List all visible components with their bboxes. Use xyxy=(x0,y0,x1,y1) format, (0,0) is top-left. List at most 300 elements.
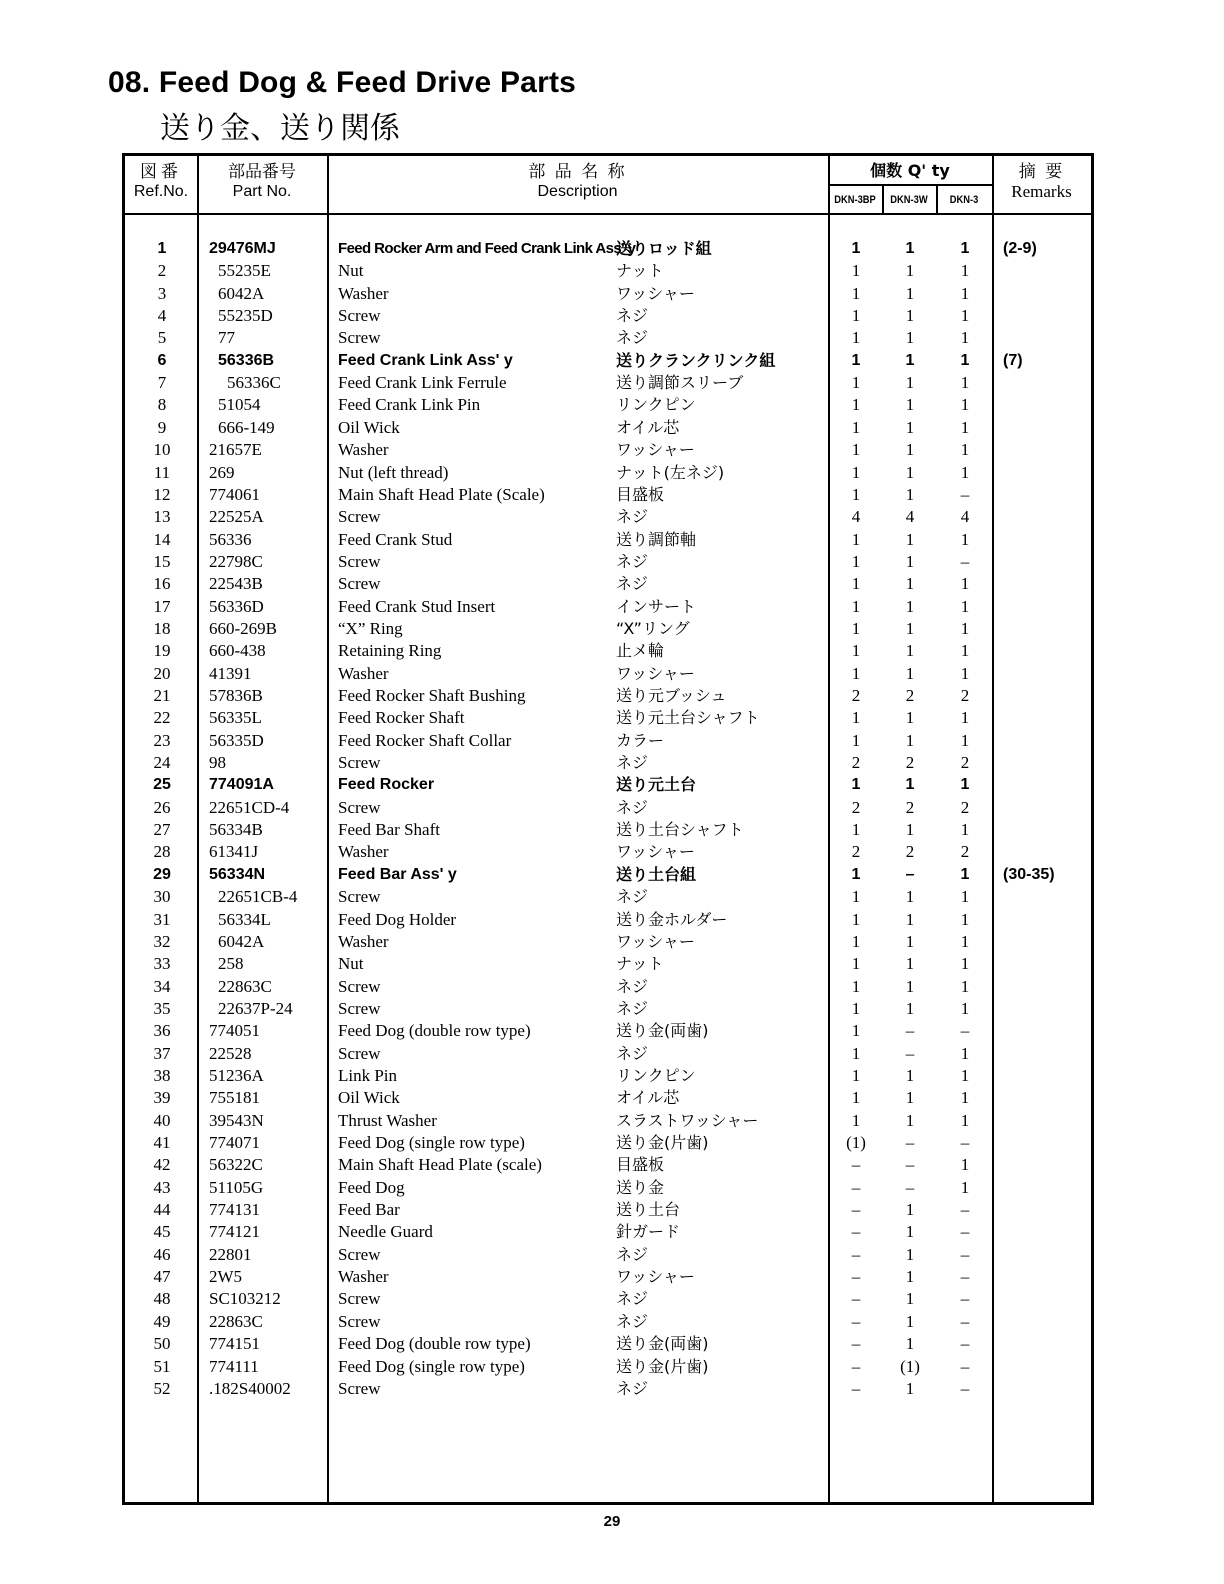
qty-dkn-3: – xyxy=(960,1244,970,1264)
ref-no: 7 xyxy=(157,373,167,393)
qty-dkn-3w: 1 xyxy=(905,529,915,549)
description-jp: 送り土台 xyxy=(616,1200,681,1220)
qty-dkn-3w: 1 xyxy=(905,395,915,415)
part-no: 774121 xyxy=(209,1222,260,1242)
qty-dkn-3w: – xyxy=(905,865,915,883)
description-jp: オイル芯 xyxy=(616,1088,680,1108)
qty-dkn-3: – xyxy=(960,1021,970,1041)
description-jp: ネジ xyxy=(616,887,649,907)
part-no: 666-149 xyxy=(218,417,275,437)
qty-dkn-3w: 1 xyxy=(905,618,915,638)
ref-no: 43 xyxy=(153,1177,171,1197)
table-row xyxy=(125,774,1091,796)
part-no: 2W5 xyxy=(209,1267,243,1287)
qty-dkn-3w: 1 xyxy=(905,641,915,661)
qty-dkn-3bp: 1 xyxy=(851,462,861,482)
description-jp: ネジ xyxy=(616,753,649,773)
table-row xyxy=(125,439,1091,461)
qty-dkn-3w: 2 xyxy=(905,753,915,773)
table-row xyxy=(125,372,1091,394)
table-row xyxy=(125,797,1091,819)
part-no: 56335L xyxy=(209,708,262,728)
table-row xyxy=(125,640,1091,662)
table-row xyxy=(125,1020,1091,1042)
qty-dkn-3bp: 1 xyxy=(851,551,861,571)
description-en: Screw xyxy=(338,887,381,907)
description-en: Screw xyxy=(338,1311,381,1331)
part-no: 56336 xyxy=(209,529,252,549)
description-jp: ワッシャー xyxy=(616,1267,695,1287)
qty-dkn-3w: 1 xyxy=(905,261,915,281)
description-jp: 目盛板 xyxy=(616,484,665,504)
description-en: Feed Rocker Shaft Collar xyxy=(338,730,512,750)
qty-dkn-3: 1 xyxy=(960,909,970,929)
part-no: 56322C xyxy=(209,1155,263,1175)
qty-dkn-3w: 1 xyxy=(905,574,915,594)
qty-dkn-3w: 1 xyxy=(905,776,915,794)
qty-dkn-3w: 1 xyxy=(905,663,915,683)
part-no: 98 xyxy=(209,753,226,773)
qty-dkn-3w: 1 xyxy=(905,1110,915,1130)
qty-dkn-3bp: 1 xyxy=(851,618,861,638)
qty-dkn-3: 1 xyxy=(960,395,970,415)
qty-dkn-3w: 1 xyxy=(905,1289,915,1309)
table-row xyxy=(125,596,1091,618)
qty-dkn-3w: 1 xyxy=(905,1088,915,1108)
qty-dkn-3w: 4 xyxy=(905,507,915,527)
header-part xyxy=(197,162,327,202)
qty-dkn-3: – xyxy=(960,1267,970,1287)
description-jp: ネジ xyxy=(616,1311,649,1331)
table-row xyxy=(125,864,1091,886)
qty-dkn-3w: 1 xyxy=(905,998,915,1018)
table-row xyxy=(125,1221,1091,1243)
description-jp: ワッシャー xyxy=(616,283,695,303)
ref-no: 38 xyxy=(153,1065,171,1085)
description-jp: ワッシャー xyxy=(616,440,695,460)
qty-dkn-3: – xyxy=(960,1289,970,1309)
qty-dkn-3bp: (1) xyxy=(846,1133,866,1152)
qty-dkn-3w: 1 xyxy=(905,240,915,257)
table-row xyxy=(125,1110,1091,1132)
qty-dkn-3w: 1 xyxy=(905,440,915,460)
qty-dkn-3w: 1 xyxy=(905,306,915,326)
description-jp: ネジ xyxy=(616,1043,649,1063)
qty-dkn-3: 1 xyxy=(960,820,970,840)
description-jp: 送り金(片歯) xyxy=(616,1356,709,1376)
qty-dkn-3: 2 xyxy=(960,842,970,862)
description-jp: ワッシャー xyxy=(616,931,695,951)
header-ref-jp: 図番 xyxy=(140,162,182,182)
qty-dkn-3bp: 1 xyxy=(851,931,861,951)
table-row xyxy=(125,1288,1091,1310)
ref-no: 44 xyxy=(153,1200,171,1220)
description-jp: ネジ xyxy=(616,1244,649,1264)
part-no: 56334B xyxy=(209,820,263,840)
description-en: Oil Wick xyxy=(338,1088,400,1108)
part-no: 755181 xyxy=(209,1088,260,1108)
table-row xyxy=(125,394,1091,416)
qty-dkn-3bp: 1 xyxy=(851,417,861,437)
qty-dkn-3w: 1 xyxy=(905,708,915,728)
description-jp: スラストワッシャー xyxy=(616,1110,759,1130)
description-en: Nut (left thread) xyxy=(338,462,449,482)
qty-dkn-3: – xyxy=(960,1200,970,1220)
qty-dkn-3: 1 xyxy=(960,954,970,974)
part-no: 258 xyxy=(218,954,244,974)
qty-dkn-3w: 1 xyxy=(905,1311,915,1331)
qty-dkn-3bp: 1 xyxy=(851,351,861,369)
qty-dkn-3bp: 1 xyxy=(851,865,861,883)
qty-dkn-3w: 1 xyxy=(905,931,915,951)
ref-no: 36 xyxy=(153,1021,171,1041)
description-en: Oil Wick xyxy=(338,417,400,437)
description-jp: 送り金ホルダー xyxy=(616,909,728,929)
table-row xyxy=(125,1154,1091,1176)
qty-dkn-3w: 1 xyxy=(905,328,915,348)
ref-no: 46 xyxy=(153,1244,171,1264)
header-model-3: DKN-3 xyxy=(949,194,979,206)
qty-dkn-3bp: 1 xyxy=(851,998,861,1018)
ref-no: 41 xyxy=(153,1133,171,1152)
qty-dkn-3w: 1 xyxy=(905,1267,915,1287)
description-jp: 送りロッド組 xyxy=(616,239,712,258)
part-no: 774131 xyxy=(209,1200,260,1220)
part-no: 57836B xyxy=(209,686,263,705)
description-jp: ネジ xyxy=(616,1378,649,1398)
qty-dkn-3: 1 xyxy=(960,529,970,549)
part-no: SC103212 xyxy=(209,1289,281,1309)
qty-dkn-3bp: – xyxy=(851,1177,861,1197)
description-en: Screw xyxy=(338,328,381,348)
qty-dkn-3bp: 1 xyxy=(851,887,861,907)
table-row xyxy=(125,998,1091,1020)
part-no: 22543B xyxy=(209,574,263,594)
description-en: Feed Crank Link Ferrule xyxy=(338,373,507,393)
qty-dkn-3: 1 xyxy=(960,887,970,907)
description-en: Screw xyxy=(338,1289,381,1309)
description-en: Main Shaft Head Plate (Scale) xyxy=(338,484,545,504)
qty-dkn-3bp: – xyxy=(851,1155,861,1175)
header-qty: 個数 Q' ty xyxy=(870,161,950,180)
description-jp: ネジ xyxy=(616,1289,649,1309)
description-en: Feed Rocker xyxy=(338,776,435,794)
description-jp: リンクピン xyxy=(616,1065,696,1085)
header-description-jp: 部 品 名 称 xyxy=(528,162,627,182)
header-remarks-en: Remarks xyxy=(1011,182,1072,201)
qty-dkn-3w: – xyxy=(905,1133,915,1152)
qty-dkn-3bp: 1 xyxy=(851,574,861,594)
description-en: Feed Dog (single row type) xyxy=(338,1133,525,1152)
table-row xyxy=(125,707,1091,729)
ref-no: 19 xyxy=(153,641,171,661)
part-no: 774061 xyxy=(209,484,260,504)
qty-dkn-3w: 1 xyxy=(905,596,915,616)
description-en: Screw xyxy=(338,551,381,571)
qty-dkn-3w: 1 xyxy=(905,820,915,840)
table-row xyxy=(125,1266,1091,1288)
qty-dkn-3bp: 1 xyxy=(851,820,861,840)
table-row xyxy=(125,886,1091,908)
description-en: Feed Crank Stud xyxy=(338,529,453,549)
description-en: Feed Dog (double row type) xyxy=(338,1334,531,1354)
description-en: Screw xyxy=(338,306,381,326)
ref-no: 40 xyxy=(153,1110,171,1130)
header-description-en: Description xyxy=(537,183,618,200)
description-jp: 送り元土台シャフト xyxy=(616,708,760,728)
qty-dkn-3bp: 1 xyxy=(851,1021,861,1041)
description-jp: 送り土台シャフト xyxy=(616,820,744,840)
table-row xyxy=(125,1311,1091,1333)
part-no: 39543N xyxy=(209,1110,264,1130)
part-no: 6042A xyxy=(218,931,265,951)
ref-no: 3 xyxy=(157,283,167,303)
qty-dkn-3: 1 xyxy=(960,865,970,883)
ref-no: 27 xyxy=(153,820,171,840)
table-row xyxy=(125,1043,1091,1065)
qty-dkn-3bp: 1 xyxy=(851,730,861,750)
description-jp: ネジ xyxy=(616,306,649,326)
qty-dkn-3: – xyxy=(960,1334,970,1354)
table-row xyxy=(125,484,1091,506)
part-no: 61341J xyxy=(209,842,259,862)
ref-no: 5 xyxy=(157,328,167,348)
ref-no: 31 xyxy=(153,909,171,929)
description-en: Washer xyxy=(338,663,389,683)
description-jp: ナット(左ネジ) xyxy=(616,462,725,482)
header-bottom-line xyxy=(125,213,1091,215)
parts-table xyxy=(122,153,1094,1505)
qty-dkn-3: 2 xyxy=(960,686,970,705)
description-en: Washer xyxy=(338,842,389,862)
header-model-1: DKN-3BP xyxy=(834,194,876,206)
part-no: 51054 xyxy=(218,395,261,415)
table-row xyxy=(125,1087,1091,1109)
table-row xyxy=(125,1356,1091,1378)
description-jp: 送り金(両歯) xyxy=(616,1334,709,1354)
description-jp: カラー xyxy=(616,730,665,750)
qty-dkn-3bp: 2 xyxy=(851,797,861,817)
table-row xyxy=(125,462,1091,484)
table-row xyxy=(125,618,1091,640)
table-row xyxy=(125,1244,1091,1266)
qty-dkn-3bp: 1 xyxy=(851,261,861,281)
qty-dkn-3: 1 xyxy=(960,1065,970,1085)
qty-dkn-3: 1 xyxy=(960,730,970,750)
ref-no: 42 xyxy=(153,1155,171,1175)
part-no: 56336C xyxy=(227,373,281,393)
qty-dkn-3bp: 1 xyxy=(851,596,861,616)
table-row xyxy=(125,417,1091,439)
qty-dkn-3w: – xyxy=(905,1155,915,1175)
table-row xyxy=(125,1333,1091,1355)
description-en: Washer xyxy=(338,283,389,303)
ref-no: 2 xyxy=(157,261,167,281)
part-no: 774151 xyxy=(209,1334,260,1354)
qty-dkn-3: 1 xyxy=(960,641,970,661)
table-row xyxy=(125,931,1091,953)
qty-dkn-3bp: – xyxy=(851,1267,861,1287)
qty-dkn-3bp: 1 xyxy=(851,1088,861,1108)
qty-dkn-3w: 2 xyxy=(905,686,915,705)
qty-dkn-3: 1 xyxy=(960,998,970,1018)
ref-no: 30 xyxy=(153,887,171,907)
qty-dkn-3: – xyxy=(960,1356,970,1376)
part-no: 56336B xyxy=(218,351,275,369)
page-title-en: 08. Feed Dog & Feed Drive Parts xyxy=(108,66,577,99)
qty-dkn-3bp: – xyxy=(851,1244,861,1264)
qty-dkn-3: 1 xyxy=(960,373,970,393)
description-jp: ネジ xyxy=(616,551,649,571)
description-en: Feed Rocker Arm and Feed Crank Link Ass' y xyxy=(338,240,636,257)
qty-dkn-3w: 1 xyxy=(905,1334,915,1354)
part-no: 22863C xyxy=(209,1311,263,1331)
ref-no: 28 xyxy=(153,842,171,862)
part-no: 22528 xyxy=(209,1043,252,1063)
part-no: 51236A xyxy=(209,1065,264,1085)
qty-dkn-3: – xyxy=(960,551,970,571)
description-en: Screw xyxy=(338,998,381,1018)
table-row xyxy=(125,551,1091,573)
part-no: 22801 xyxy=(209,1244,252,1264)
description-jp: 送り元ブッシュ xyxy=(616,686,727,705)
description-en: Feed Dog xyxy=(338,1177,405,1197)
qty-dkn-3bp: 4 xyxy=(851,507,861,527)
ref-no: 11 xyxy=(153,462,171,482)
description-jp: 送り元土台 xyxy=(616,775,697,795)
table-row xyxy=(125,819,1091,841)
description-en: Main Shaft Head Plate (scale) xyxy=(338,1155,542,1175)
ref-no: 20 xyxy=(153,663,171,683)
qty-dkn-3bp: 1 xyxy=(851,395,861,415)
description-jp: 針ガード xyxy=(616,1222,681,1242)
qty-dkn-3bp: 1 xyxy=(851,484,861,504)
part-no: 22651CB-4 xyxy=(218,887,298,907)
part-no: 77 xyxy=(218,328,235,348)
qty-dkn-3w: 1 xyxy=(905,730,915,750)
part-no: 22863C xyxy=(218,976,272,996)
description-jp: オイル芯 xyxy=(616,417,680,437)
ref-no: 15 xyxy=(153,551,171,571)
qty-dkn-3: 1 xyxy=(960,931,970,951)
part-no: 269 xyxy=(209,462,235,482)
part-no: 55235D xyxy=(218,306,273,326)
qty-dkn-3bp: 1 xyxy=(851,440,861,460)
ref-no: 47 xyxy=(153,1267,171,1287)
qty-dkn-3: 1 xyxy=(960,351,970,369)
description-jp: ネジ xyxy=(616,797,649,817)
qty-dkn-3: – xyxy=(960,1311,970,1331)
ref-no: 35 xyxy=(153,998,171,1018)
qty-dkn-3bp: 1 xyxy=(851,328,861,348)
ref-no: 29 xyxy=(153,865,171,883)
ref-no: 22 xyxy=(153,708,171,728)
header-model-2: DKN-3W xyxy=(890,194,928,206)
part-no: 21657E xyxy=(209,440,262,460)
qty-dkn-3: – xyxy=(960,1133,970,1152)
qty-dkn-3: 1 xyxy=(960,776,970,794)
ref-no: 32 xyxy=(153,931,171,951)
qty-dkn-3bp: 1 xyxy=(851,306,861,326)
qty-dkn-3w: 1 xyxy=(905,1222,915,1242)
part-no: 56334N xyxy=(209,865,266,883)
qty-dkn-3bp: 1 xyxy=(851,240,861,257)
description-jp: 送り調節スリーブ xyxy=(616,373,744,393)
qty-dkn-3: 1 xyxy=(960,240,970,257)
qty-dkn-3w: – xyxy=(905,1043,915,1063)
part-no: .182S40002 xyxy=(209,1378,291,1398)
qty-dkn-3bp: 1 xyxy=(851,1065,861,1085)
description-en: Screw xyxy=(338,1378,381,1398)
description-en: Screw xyxy=(338,1244,381,1264)
table-row xyxy=(125,350,1091,372)
ref-no: 50 xyxy=(153,1334,171,1354)
table-row xyxy=(125,1378,1091,1400)
qty-dkn-3: 2 xyxy=(960,797,970,817)
part-no: 22525A xyxy=(209,507,264,527)
qty-dkn-3: 1 xyxy=(960,283,970,303)
qty-header-line xyxy=(828,184,992,186)
qty-dkn-3: 1 xyxy=(960,1088,970,1108)
part-no: 774071 xyxy=(209,1133,260,1152)
part-no: 774091A xyxy=(209,776,274,794)
qty-dkn-3bp: 1 xyxy=(851,283,861,303)
table-row xyxy=(125,1177,1091,1199)
table-row xyxy=(125,1199,1091,1221)
qty-dkn-3: 1 xyxy=(960,1043,970,1063)
description-en: Washer xyxy=(338,1267,389,1287)
qty-dkn-3bp: 1 xyxy=(851,954,861,974)
qty-dkn-3: 1 xyxy=(960,663,970,683)
qty-divider xyxy=(936,185,938,214)
qty-dkn-3: 4 xyxy=(960,507,970,527)
qty-dkn-3: 1 xyxy=(960,1155,970,1175)
header-remarks-jp: 摘 要 xyxy=(1018,162,1065,182)
description-jp: ワッシャー xyxy=(616,842,695,862)
description-en: Screw xyxy=(338,797,381,817)
table-row xyxy=(125,529,1091,551)
remarks: (2-9) xyxy=(1003,240,1037,257)
part-no: 56334L xyxy=(218,909,271,929)
description-en: Feed Crank Link Ass' y xyxy=(338,351,513,369)
qty-dkn-3w: 2 xyxy=(905,797,915,817)
part-no: 774111 xyxy=(209,1356,259,1376)
description-jp: ネジ xyxy=(616,328,649,348)
qty-dkn-3bp: 1 xyxy=(851,641,861,661)
ref-no: 21 xyxy=(153,686,171,705)
ref-no: 45 xyxy=(153,1222,171,1242)
description-jp: 送りクランクリンク組 xyxy=(616,350,776,370)
description-jp: ナット xyxy=(616,954,664,974)
ref-no: 49 xyxy=(153,1311,171,1331)
description-jp: 目盛板 xyxy=(616,1155,665,1175)
remarks: (30-35) xyxy=(1003,865,1055,883)
description-en: Feed Crank Stud Insert xyxy=(338,596,496,616)
qty-dkn-3: 1 xyxy=(960,261,970,281)
description-jp: リンクピン xyxy=(616,395,696,415)
qty-dkn-3bp: 1 xyxy=(851,373,861,393)
qty-dkn-3: 1 xyxy=(960,440,970,460)
ref-no: 24 xyxy=(153,753,171,773)
qty-dkn-3w: 1 xyxy=(905,976,915,996)
part-no: 22651CD-4 xyxy=(209,797,290,817)
ref-no: 12 xyxy=(153,484,171,504)
qty-dkn-3w: 1 xyxy=(905,909,915,929)
table-row xyxy=(125,573,1091,595)
part-no: 660-269B xyxy=(209,618,277,638)
qty-divider xyxy=(882,185,884,214)
header-remarks xyxy=(992,162,1091,202)
